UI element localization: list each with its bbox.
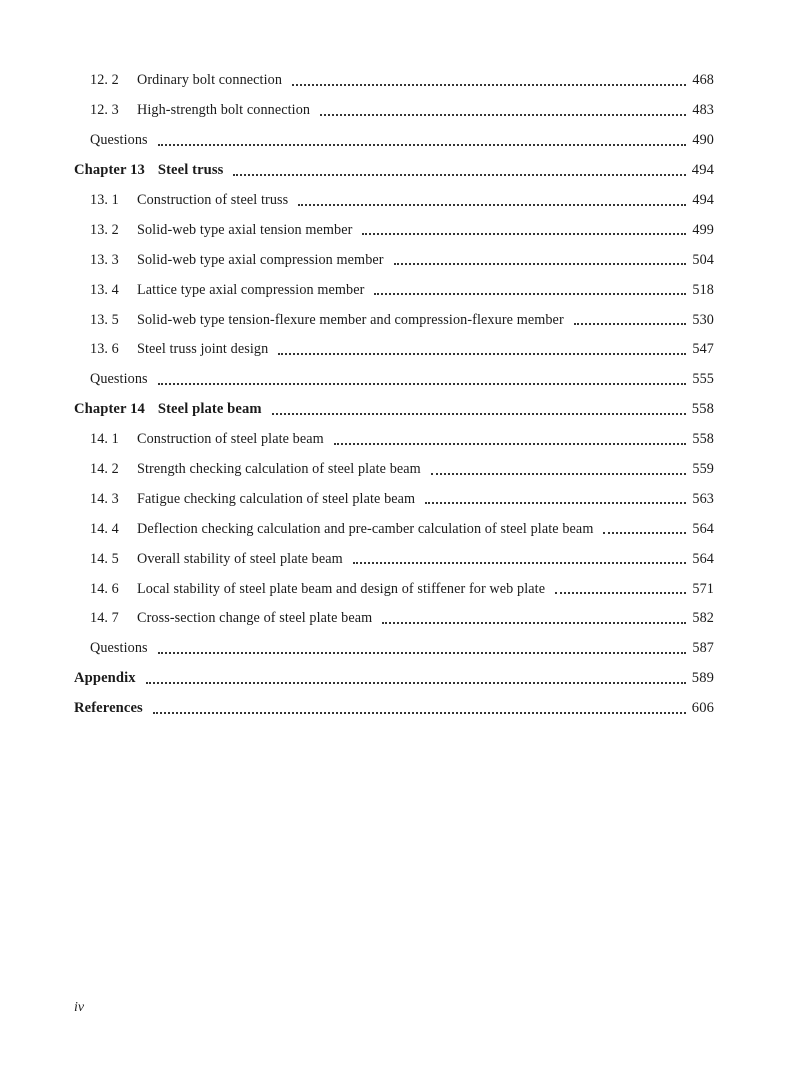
dot-leader [158,369,687,385]
section-number: 13. 1 [90,192,119,208]
page-number: 559 [692,461,714,478]
section-number: 14. 1 [90,431,119,448]
dot-leader [374,279,686,295]
entry-title: Steel truss joint design [137,341,269,358]
page-number: 606 [691,700,714,717]
dot-leader [334,429,687,445]
dot-leader [158,638,687,654]
entry-title: Solid-web type axial tension member [137,221,353,238]
page-number: 499 [692,221,714,238]
page-number: 587 [692,640,714,657]
entry-title: Strength checking calculation of steel plate beam [137,461,421,478]
section-number: 13. 2 [90,221,119,238]
toc-section-entry[interactable] [0,215,790,245]
dot-leader [362,219,686,235]
toc-chapter-entry[interactable] [0,156,790,186]
entry-title: Solid-web type axial compression member [137,251,384,268]
dot-leader [555,578,686,594]
section-number: 13. 5 [90,311,119,328]
toc-section-entry[interactable] [0,455,790,485]
dot-leader [425,488,686,504]
dot-leader [233,160,685,176]
toc-section-entry[interactable] [0,245,790,275]
dot-leader [394,249,687,265]
section-number: 14. 5 [90,550,119,567]
dot-leader [146,668,686,684]
page-number: 494 [692,192,714,208]
toc-chapter-entry[interactable] [0,395,790,425]
entry-title: Deflection checking calculation and pre-camber calculation of steel plate beam [137,520,594,537]
page-number: 547 [692,341,714,358]
toc-section-entry[interactable] [0,335,790,365]
toc-questions-entry[interactable] [0,634,790,664]
dot-leader [320,100,686,116]
page-number: 555 [692,371,714,388]
section-number: 13. 4 [90,281,119,298]
toc-section-entry[interactable] [0,484,790,514]
toc-section-entry[interactable] [0,66,790,96]
entry-title: Lattice type axial compression member [137,281,365,298]
dot-leader [603,518,686,534]
page-number: 589 [691,670,714,687]
page-number: 530 [692,311,714,328]
dot-leader [298,190,686,206]
entry-title: Steel truss [157,162,224,179]
dot-leader [153,698,686,714]
entry-title: Steel plate beam [157,401,262,418]
toc-section-entry[interactable] [0,604,790,634]
dot-leader [292,70,686,86]
entry-title: Fatigue checking calculation of steel plate beam [137,490,416,507]
page-number: 563 [692,490,714,507]
section-number: 14. 3 [90,490,119,507]
dot-leader [278,339,686,355]
dot-leader [382,608,686,624]
entry-title: Ordinary bolt connection [137,72,283,89]
section-number: 14. 6 [90,580,119,597]
section-number: 12. 3 [90,102,119,119]
table-of-contents [0,66,790,724]
entry-title: Questions [90,640,148,657]
page-number: 571 [692,580,714,597]
page-number: 468 [692,72,714,89]
toc-questions-entry[interactable] [0,126,790,156]
page-number: 494 [691,162,714,179]
dot-leader [272,399,686,415]
page-number: 558 [692,431,714,448]
entry-title: Construction of steel truss [137,192,289,208]
toc-chapter-entry[interactable] [0,664,790,694]
section-number: 13. 6 [90,341,119,358]
entry-title: High-strength bolt connection [137,102,311,119]
entry-title: Questions [90,132,148,149]
section-number: 14. 2 [90,461,119,478]
toc-section-entry[interactable] [0,574,790,604]
dot-leader [353,548,687,564]
page-number: 564 [692,520,714,537]
section-number: 13. 3 [90,251,119,268]
dot-leader [431,459,687,475]
section-number: 12. 2 [90,72,119,89]
entry-title: References [74,700,143,717]
toc-chapter-entry[interactable] [0,694,790,724]
chapter-number: Chapter 13 [74,162,145,179]
toc-section-entry[interactable] [0,425,790,455]
chapter-number: Chapter 14 [74,401,145,418]
entry-title: Construction of steel plate beam [137,431,324,448]
entry-title: Cross-section change of steel plate beam [137,610,373,627]
section-number: 14. 4 [90,520,119,537]
toc-section-entry[interactable] [0,275,790,305]
toc-section-entry[interactable] [0,186,790,216]
entry-title: Local stability of steel plate beam and design of stiffener for web plate [137,580,546,597]
page-number: 518 [692,281,714,298]
section-number: 14. 7 [90,610,119,627]
toc-section-entry[interactable] [0,305,790,335]
page-number: 490 [692,132,714,149]
toc-questions-entry[interactable] [0,365,790,395]
page-number: 582 [692,610,714,627]
page-number: 504 [692,251,714,268]
page-folio: iv [74,1000,85,1015]
toc-section-entry[interactable] [0,544,790,574]
entry-title: Overall stability of steel plate beam [137,550,343,567]
page-number: 564 [692,550,714,567]
entry-title: Questions [90,371,148,388]
entry-title: Solid-web type tension-flexure member and compression-flexure member [137,311,564,328]
dot-leader [158,130,687,146]
toc-section-entry[interactable] [0,514,790,544]
page-number: 558 [691,401,714,418]
dot-leader [574,309,687,325]
entry-title: Appendix [74,670,136,687]
toc-section-entry[interactable] [0,96,790,126]
page-number: 483 [692,102,714,119]
